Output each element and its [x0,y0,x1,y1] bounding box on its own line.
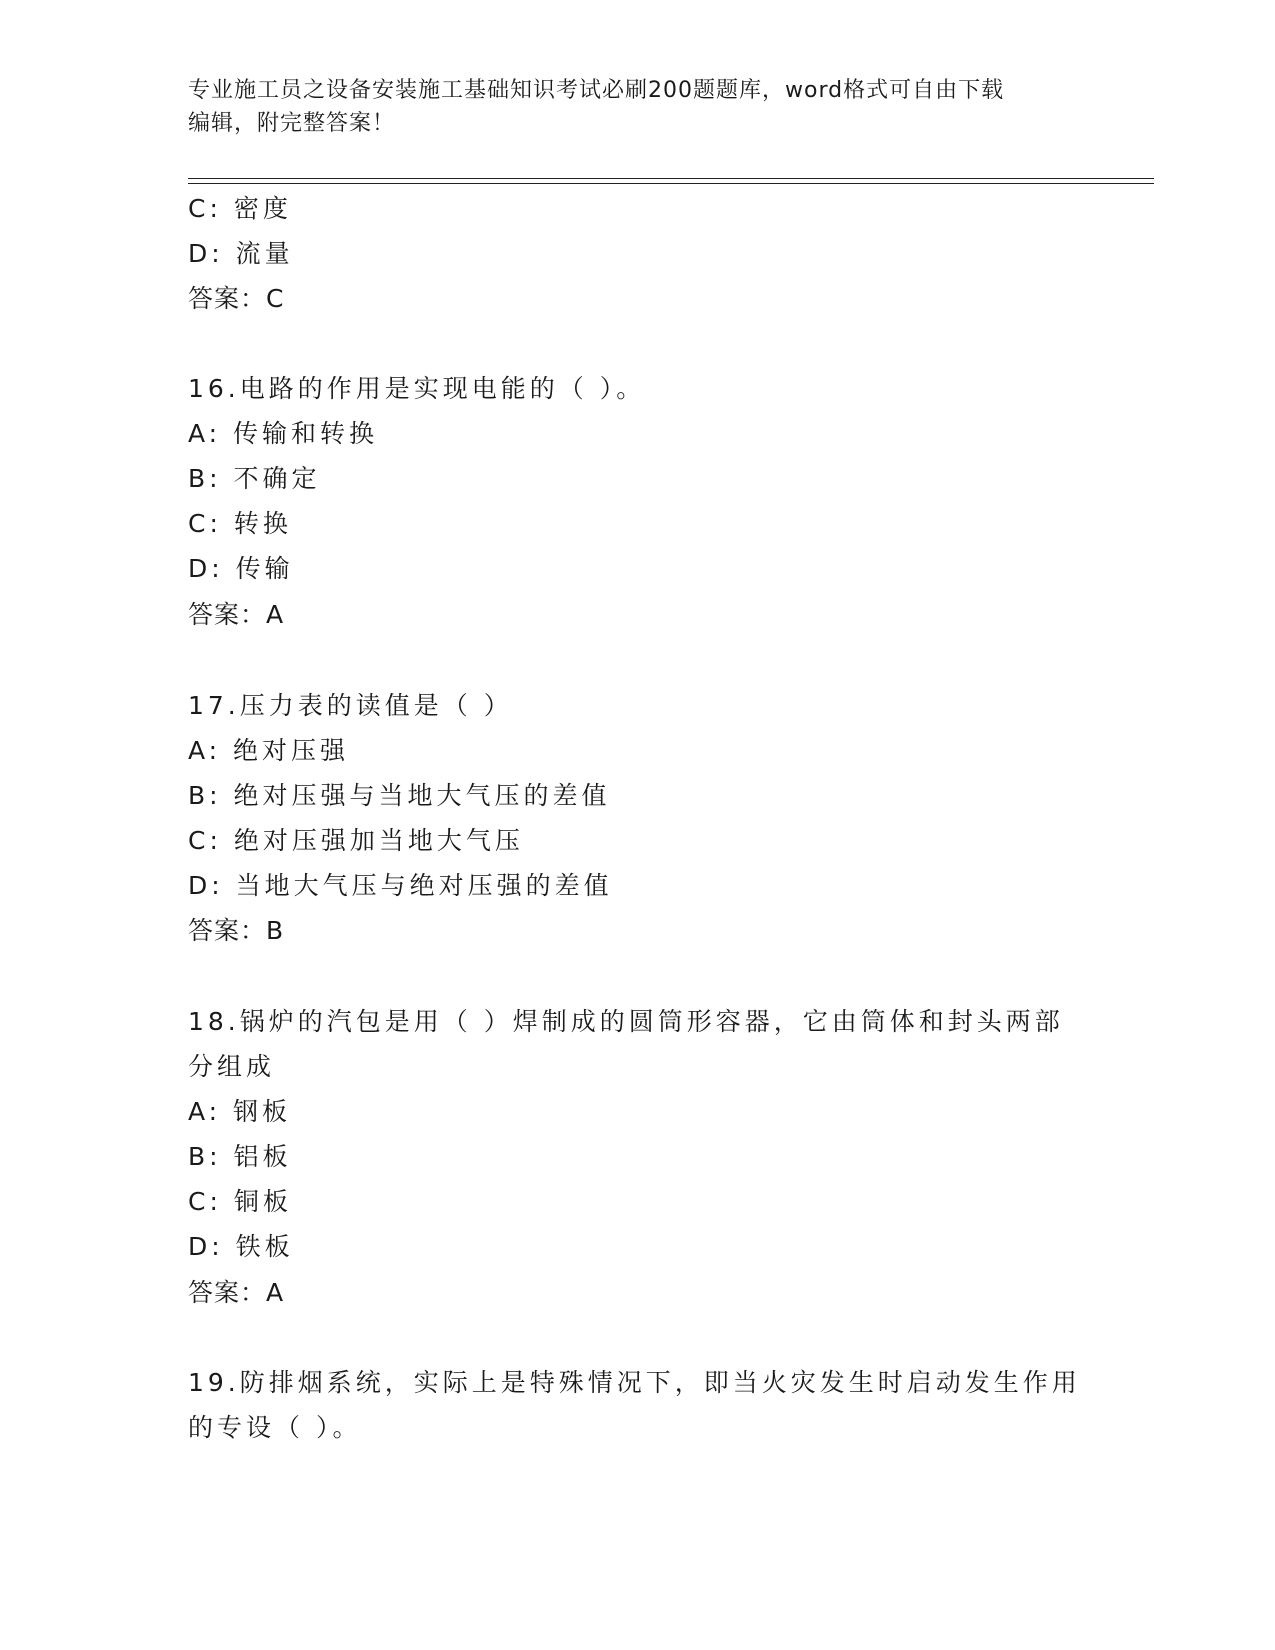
q18-option-b: B: 铝板 [188,1142,292,1171]
q17-option-b: B: 绝对压强与当地大气压的差值 [188,781,611,810]
header-title-line-1: 专业施工员之设备安装施工基础知识考试必刷200题题库，word格式可自由下载 [188,78,1005,103]
q16-stem: 16.电路的作用是实现电能的（ ）。 [188,374,646,403]
q16-option-a: A: 传输和转换 [188,419,379,448]
q19-stem-line-2: 的专设（ ）。 [188,1413,362,1442]
q15-option-c: C: 密度 [188,194,292,223]
q17-option-d: D: 当地大气压与绝对压强的差值 [188,871,613,900]
header-divider-bottom [188,183,1154,184]
q18-stem-line-1: 18.锅炉的汽包是用（ ）焊制成的圆筒形容器，它由筒体和封头两部 [188,1007,1064,1036]
q19-stem-line-1: 19.防排烟系统，实际上是特殊情况下，即当火灾发生时启动发生作用 [188,1368,1081,1397]
q16-option-d: D: 传输 [188,554,294,583]
q18-option-a: A: 钢板 [188,1097,292,1126]
document-header [188,74,1068,140]
q15-answer: 答案：C [188,284,285,313]
q17-option-c: C: 绝对压强加当地大气压 [188,826,524,855]
q18-option-d: D: 铁板 [188,1232,294,1261]
q18-option-c: C: 铜板 [188,1187,292,1216]
q18-answer: 答案：A [188,1278,285,1307]
q16-answer: 答案：A [188,600,285,629]
q18-stem-line-2: 分组成 [188,1052,276,1081]
q17-stem: 17.压力表的读值是（ ） [188,691,513,720]
header-divider-top [188,178,1154,179]
q17-answer: 答案：B [188,916,285,945]
header-title-line-2: 编辑，附完整答案！ [188,111,396,136]
q16-option-c: C: 转换 [188,509,292,538]
q16-option-b: B: 不确定 [188,464,321,493]
q17-option-a: A: 绝对压强 [188,736,350,765]
q15-option-d: D: 流量 [188,239,294,268]
